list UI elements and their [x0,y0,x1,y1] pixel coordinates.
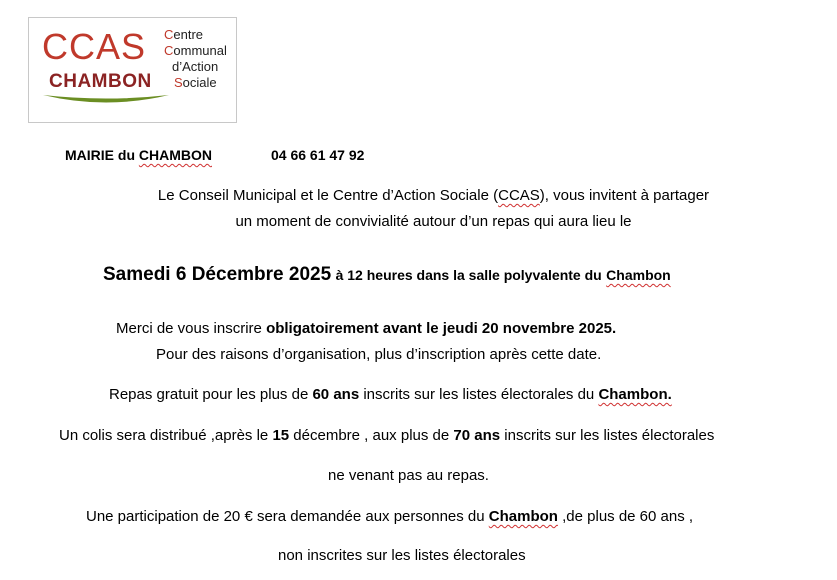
ccas-logo [28,17,237,123]
mairie-label: MAIRIE du CHAMBON [65,147,212,163]
logo-ccas-text: CCAS [42,26,147,67]
logo-acronym-line: Sociale [174,75,217,90]
logo-acronym-line: Centre [164,27,204,42]
logo-acronym-line: Communal [164,43,227,58]
parcel-line-1: Un colis sera distribué ,après le 15 décembre , aux plus de 70 ans inscrits sur les listes électorales [59,427,715,444]
event-line: Samedi 6 Décembre 2025 à 12 heures dans la salle polyvalente du Chambon [103,264,671,285]
logo-acronym-line: d’Action [172,59,219,74]
logo-swoosh-icon [41,92,171,106]
registration-line-1: Merci de vous inscrire obligatoirement avant le jeudi 20 novembre 2025. [116,320,617,337]
logo-chambon-text: CHAMBON [49,71,152,92]
parcel-line-2: ne venant pas au repas. [328,467,489,484]
participation-line-1: Une participation de 20 € sera demandée aux personnes du Chambon ,de plus de 60 ans , [86,508,694,525]
intro-line-1: Le Conseil Municipal et le Centre d’Action Sociale (CCAS), vous invitent à partager [157,187,710,204]
registration-line-2: Pour des raisons d’organisation, plus d’inscription après cette date. [156,346,602,363]
phone-number: 04 66 61 47 92 [271,147,365,163]
free-meal-line: Repas gratuit pour les plus de 60 ans inscrits sur les listes électorales du Chambon. [109,386,672,403]
participation-line-2: non inscrites sur les listes électorales [278,547,526,564]
event-date: Samedi 6 Décembre 2025 [103,264,332,285]
intro-line-2: un moment de convivialité autour d’un repas qui aura lieu le [235,213,632,230]
